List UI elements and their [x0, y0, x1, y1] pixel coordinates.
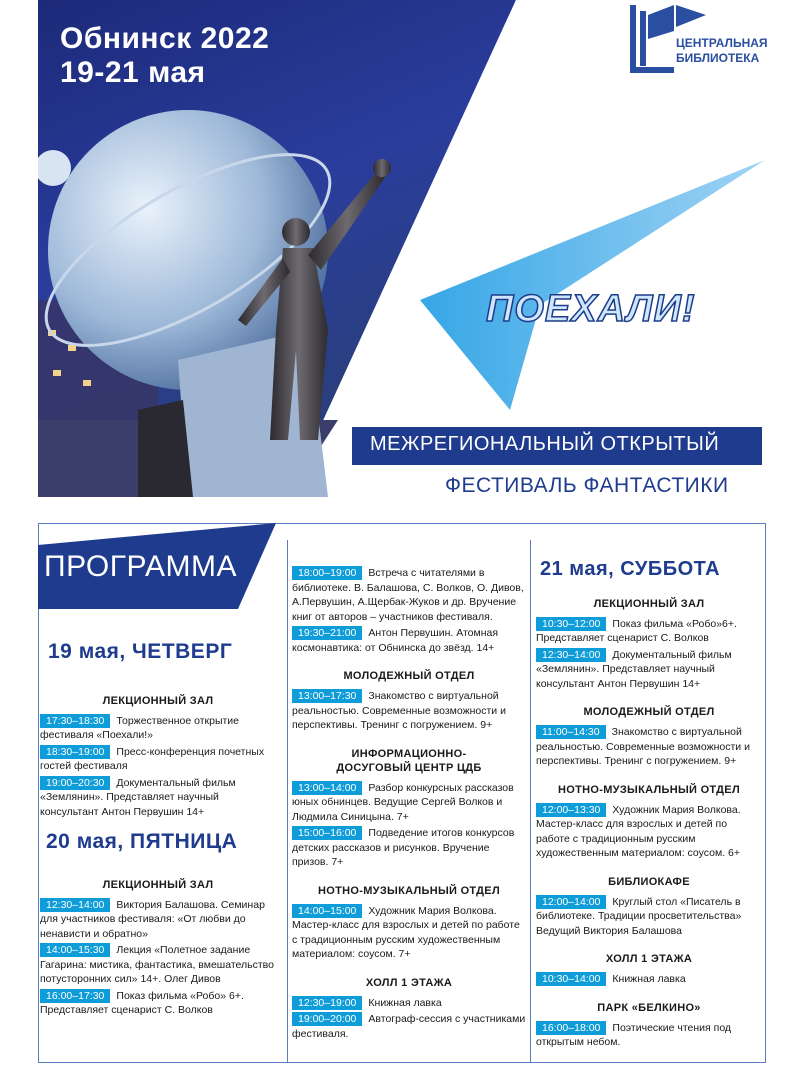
event-time: 14:00–15:30 — [40, 943, 110, 957]
event-list — [536, 617, 762, 692]
event-item — [40, 989, 276, 1018]
event-item — [292, 626, 526, 655]
event-description: Знакомство с виртуальной реальностью. Современные возможности и перспективы. Тренинг с погружением. 9+ — [536, 726, 750, 767]
section-heading: НОТНО-МУЗЫКАЛЬНЫЙ ОТДЕЛ — [318, 884, 500, 897]
section-heading: ПАРК «БЕЛКИНО» — [597, 1001, 701, 1014]
event-list — [292, 904, 526, 962]
event-list — [292, 566, 526, 655]
event-list — [536, 803, 762, 861]
event-item — [292, 1012, 526, 1041]
section-heading: БИБЛИОКАФЕ — [608, 875, 690, 888]
event-item — [292, 996, 526, 1011]
city-heading — [60, 22, 269, 90]
day-heading: 21 мая, СУББОТА — [540, 558, 721, 580]
section-heading: ЛЕКЦИОННЫЙ ЗАЛ — [102, 694, 214, 707]
event-item — [292, 826, 526, 870]
event-time: 12:00–14:00 — [536, 895, 606, 909]
event-time: 12:00–13:30 — [536, 803, 606, 817]
program-title: ПРОГРАММА — [44, 550, 237, 583]
event-description: Знакомство с виртуальной реальностью. Современные возможности и перспективы. Тренинг с погружением. 9+ — [292, 690, 506, 731]
event-description: Встреча с читателями в библиотеке. В. Балашова, С. Волков, О. Дивов, А.Первушин, А.Щербак-Жуков и др. Вручение книг от авторов – участников фестиваля. — [292, 567, 524, 623]
event-time: 12:30–14:00 — [536, 648, 606, 662]
event-item — [536, 1021, 762, 1050]
event-time: 12:30–14:00 — [40, 898, 110, 912]
event-item — [536, 617, 762, 646]
festival-title-line-1: МЕЖРЕГИОНАЛЬНЫЙ ОТКРЫТЫЙ — [370, 433, 720, 455]
event-item — [292, 689, 526, 733]
event-list — [40, 898, 276, 1018]
logo-line-2: БИБЛИОТЕКА — [676, 51, 760, 65]
event-item — [292, 566, 526, 624]
event-item — [536, 725, 762, 769]
event-item — [40, 745, 276, 774]
day-heading: 19 мая, ЧЕТВЕРГ — [48, 640, 233, 663]
column-divider — [287, 540, 288, 1062]
city-line: Обнинск 2022 — [60, 22, 270, 55]
event-list — [536, 972, 762, 987]
event-time: 16:00–17:30 — [40, 989, 110, 1003]
event-description: Документальный фильм «Землянин». Представляет научный консультант Антон Первушин 14+ — [536, 648, 732, 690]
section-heading: ХОЛЛ 1 ЭТАЖА — [365, 976, 453, 989]
event-time: 10:30–12:00 — [536, 617, 606, 631]
event-list — [536, 895, 762, 939]
event-description: Автограф-сессия с участниками фестиваля. — [292, 1013, 526, 1040]
event-item — [40, 943, 276, 987]
day-heading: 20 мая, ПЯТНИЦА — [46, 830, 238, 853]
section-heading: ЛЕКЦИОННЫЙ ЗАЛ — [593, 597, 705, 610]
event-list — [536, 725, 762, 769]
section-heading: ХОЛЛ 1 ЭТАЖА — [605, 953, 693, 965]
event-item — [536, 803, 762, 861]
section-heading: ДОСУГОВЫЙ ЦЕНТР ЦДБ — [336, 761, 482, 774]
event-description: Художник Мария Волкова. Мастер-класс для взрослых и детей по работе с традиционным русским художественным материалом: соусом. 7+ — [292, 904, 520, 960]
event-time: 10:30–14:00 — [536, 972, 606, 986]
event-time: 13:00–14:00 — [292, 781, 362, 795]
event-item — [536, 895, 762, 939]
event-description: Лекция «Полетное задание Гагарина: мистика, фантастика, вмешательство потусторонних сил» 14+. Олег Дивов — [40, 944, 274, 985]
event-item — [40, 898, 276, 942]
section-heading: МОЛОДЕЖНЫЙ ОТДЕЛ — [583, 706, 715, 718]
event-list — [536, 1021, 762, 1050]
event-description: Разбор конкурсных рассказов юных обнинцев. Ведущие Сергей Волков и Людмила Синицына. 7+ — [292, 781, 514, 823]
event-description: Торжественное открытие фестиваля «Поехали!» — [40, 714, 240, 741]
section-heading: МОЛОДЕЖНЫЙ ОТДЕЛ — [343, 670, 475, 682]
event-description: Художник Мария Волкова. Мастер-класс для взрослых и детей по работе с традиционным русским художественным материалом: соусом. 6+ — [536, 803, 741, 859]
event-item — [292, 904, 526, 962]
event-time: 11:00–14:30 — [536, 725, 606, 739]
column-may-19-20 — [40, 640, 276, 1020]
event-description: Виктория Балашова. Семинар для участников фестиваля: «От любви до ненависти и обратно» — [40, 898, 265, 940]
event-item — [292, 781, 526, 825]
event-time: 19:00–20:00 — [292, 1012, 362, 1026]
event-description: Книжная лавка — [612, 973, 686, 985]
event-time: 15:00–16:00 — [292, 826, 362, 840]
event-description: Показ фильма «Робо»6+. Представляет сценарист С. Волков — [536, 617, 737, 644]
event-description: Поэтические чтения под открытым небом. — [536, 1021, 732, 1048]
festival-title-line-2: ФЕСТИВАЛЬ ФАНТАСТИКИ — [445, 474, 729, 497]
event-item — [536, 648, 762, 692]
event-description: Документальный фильм «Землянин». Представляет научный консультант Антон Первушин 14+ — [40, 776, 236, 818]
event-description: Антон Первушин. Атомная космонавтика: от Обнинска до звёзд. 14+ — [292, 627, 499, 654]
column-may-20-cont — [292, 566, 526, 1043]
event-item — [40, 776, 276, 820]
logo-line-1: ЦЕНТРАЛЬНАЯ — [676, 36, 768, 50]
event-item — [40, 714, 276, 743]
slogan: ПОЕХАЛИ! — [486, 288, 696, 330]
event-description: Круглый стол «Писатель в библиотеке. Традиции просветительства» Ведущий Виктория Балашова — [536, 895, 742, 937]
event-time: 12:30–19:00 — [292, 996, 362, 1010]
section-heading: ЛЕКЦИОННЫЙ ЗАЛ — [102, 878, 214, 891]
event-time: 13:00–17:30 — [292, 689, 362, 703]
library-logo-text — [676, 36, 768, 66]
section-heading: ИНФОРМАЦИОННО- — [351, 747, 467, 760]
event-time: 19:00–20:30 — [40, 776, 110, 790]
column-divider — [530, 540, 531, 1062]
event-item — [536, 972, 762, 987]
section-heading: НОТНО-МУЗЫКАЛЬНЫЙ ОТДЕЛ — [558, 783, 740, 796]
event-time: 17:30–18:30 — [40, 714, 110, 728]
event-time: 18:00–19:00 — [292, 566, 362, 580]
event-list — [292, 996, 526, 1042]
event-list — [40, 714, 276, 820]
event-list — [292, 689, 526, 733]
dates-line: 19-21 мая — [60, 56, 206, 89]
event-description: Показ фильма «Робо» 6+. Представляет сценарист С. Волков — [40, 989, 244, 1016]
event-list — [292, 781, 526, 870]
event-time: 18:30–19:00 — [40, 745, 110, 759]
event-description: Пресс-конференция почетных гостей фестиваля — [40, 745, 265, 772]
column-may-21 — [536, 558, 762, 1052]
event-time: 14:00–15:00 — [292, 904, 362, 918]
event-time: 19:30–21:00 — [292, 626, 362, 640]
event-time: 16:00–18:00 — [536, 1021, 606, 1035]
event-description: Книжная лавка — [368, 996, 442, 1009]
event-description: Подведение итогов конкурсов детских рассказов и рисунков. Вручение призов. 7+ — [292, 827, 515, 868]
